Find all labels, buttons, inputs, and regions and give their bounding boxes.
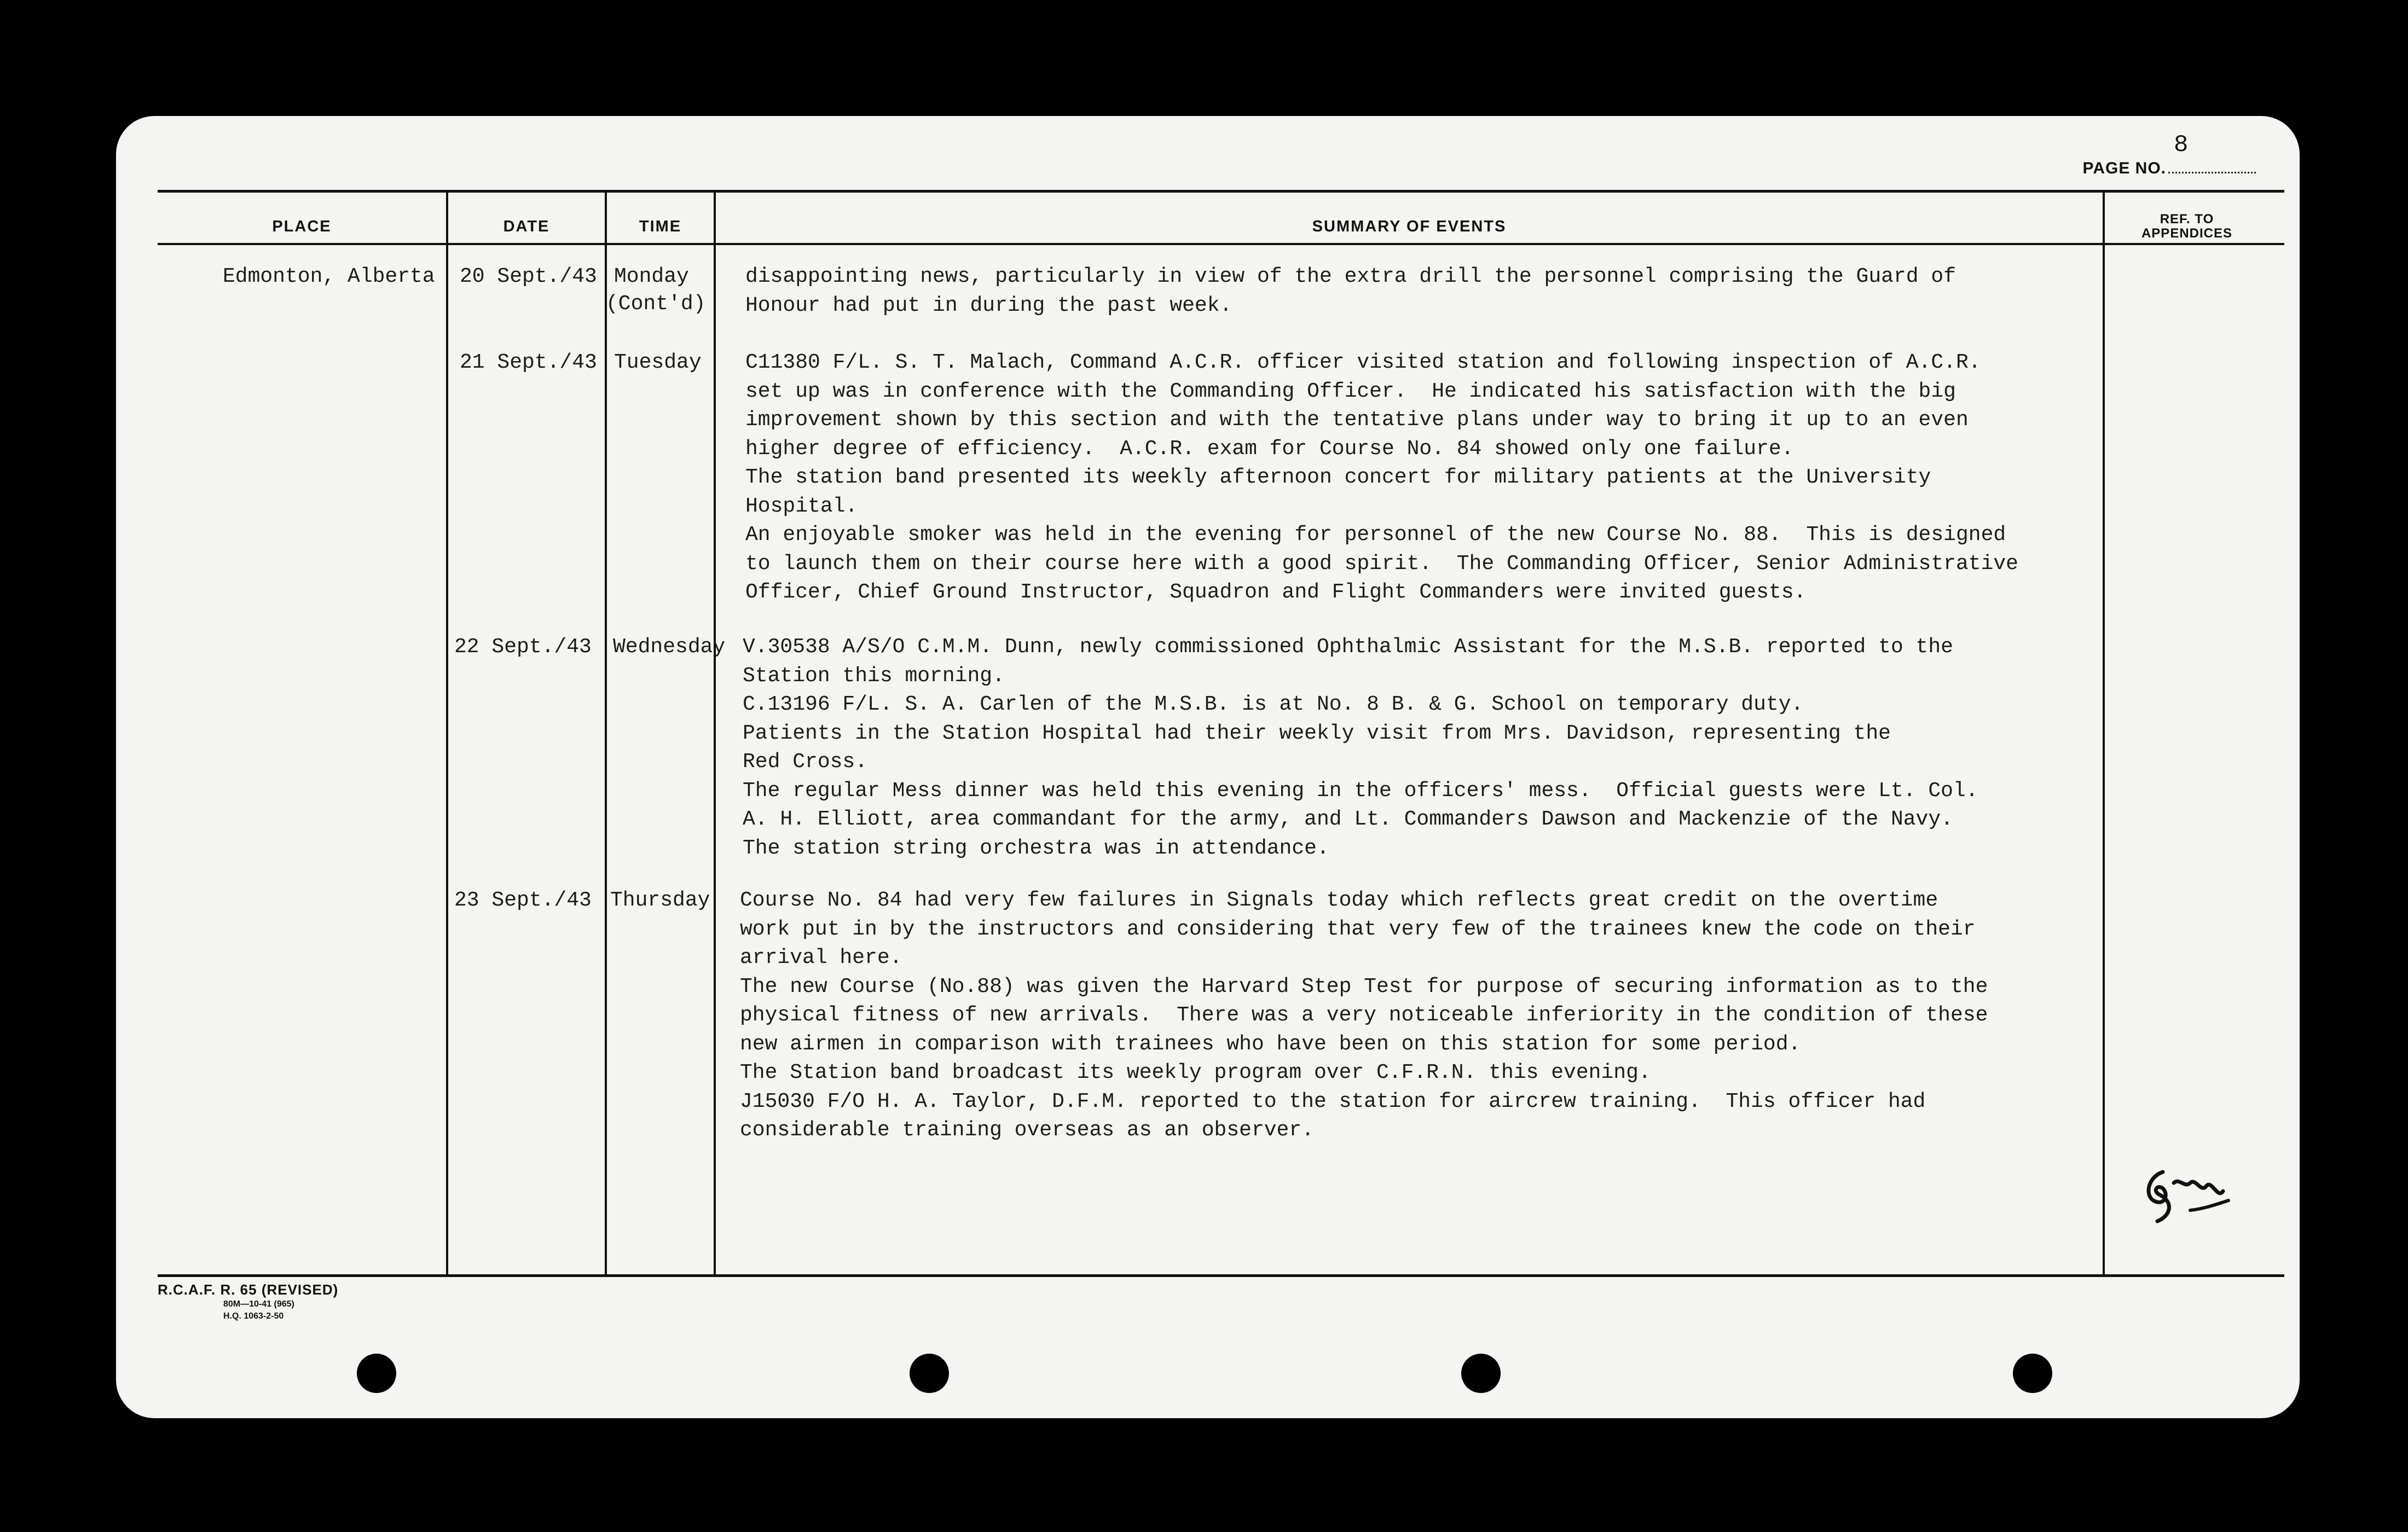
- summary-line: set up was in conference with the Commanding Officer. He indicated his satisfaction with the big: [745, 379, 1956, 403]
- summary-line: arrival here.: [740, 946, 902, 970]
- entry-time: Wednesday: [613, 635, 726, 659]
- entry-date: 20 Sept./43: [460, 265, 597, 288]
- page-number-label: PAGE NO.: [2082, 159, 2166, 177]
- summary-line: The regular Mess dinner was held this evening in the officers' mess. Official guests were Lt. Col.: [743, 779, 1978, 803]
- punch-hole: [357, 1354, 396, 1393]
- header-ref-appendices: [2105, 209, 2269, 244]
- summary-line: The new Course (No.88) was given the Harvard Step Test for purpose of securing information as to the: [740, 974, 1988, 999]
- summary-line: The Station band broadcast its weekly program over C.F.R.N. this evening.: [740, 1061, 1651, 1084]
- form-print-line: H.Q. 1063-2-50: [223, 1312, 284, 1321]
- entry-time: Tuesday: [614, 351, 702, 374]
- column-divider-time: [714, 190, 716, 1274]
- summary-line: The station band presented its weekly afternoon concert for military patients at the University: [745, 466, 1931, 489]
- summary-line: Red Cross.: [743, 750, 868, 774]
- header-place: PLACE: [272, 217, 332, 235]
- entry-time: Thursday: [610, 889, 710, 912]
- header-ref-line1: REF. TO: [2160, 212, 2214, 227]
- summary-line: Patients in the Station Hospital had their weekly visit from Mrs. Davidson, representing the: [743, 721, 1891, 745]
- entry-summary: [745, 349, 2212, 607]
- entry-date: 22 Sept./43: [454, 635, 592, 659]
- page-number: [2082, 131, 2256, 178]
- form-reference: [158, 1281, 338, 1322]
- entry-summary: [743, 633, 2209, 863]
- column-divider-place: [446, 190, 448, 1274]
- entry-time-cont: (Cont'd): [606, 292, 706, 316]
- column-divider-date: [605, 190, 607, 1274]
- summary-line: Hospital.: [745, 494, 858, 518]
- footer-rule: [158, 1274, 2284, 1277]
- summary-line: J15030 F/O H. A. Taylor, D.F.M. reported to the station for aircrew training. This officer had: [740, 1089, 1926, 1113]
- summary-line: C.13196 F/L. S. A. Carlen of the M.S.B. is at No. 8 B. & G. School on temporary duty.: [743, 693, 1804, 716]
- summary-line: The station string orchestra was in attendance.: [743, 836, 1329, 860]
- header-date: DATE: [503, 217, 550, 235]
- summary-line: work put in by the instructors and considering that very few of the trainees knew the code on their: [740, 917, 1976, 941]
- summary-line: Honour had put in during the past week.: [745, 293, 1232, 317]
- summary-line: An enjoyable smoker was held in the evening for personnel of the new Course No. 88. This is designed: [745, 523, 2006, 547]
- summary-line: disappointing news, particularly in view of the extra drill the personnel comprising the Guard of: [745, 265, 1956, 288]
- header-time: TIME: [639, 217, 682, 235]
- diary-sheet: [116, 116, 2300, 1418]
- entry-date: 23 Sept./43: [454, 889, 592, 912]
- form-code: R.C.A.F. R. 65 (REVISED): [158, 1281, 339, 1298]
- summary-line: C11380 F/L. S. T. Malach, Command A.C.R. officer visited station and following inspection of A.C.R.: [745, 351, 1981, 374]
- entry-date: 21 Sept./43: [460, 351, 597, 374]
- handwritten-initials: [2141, 1150, 2239, 1232]
- summary-line: to launch them on their course here with a good spirit. The Commanding Officer, Senior Administrative: [745, 552, 2018, 576]
- header-summary: SUMMARY OF EVENTS: [1312, 217, 1507, 235]
- punch-hole: [2013, 1354, 2052, 1393]
- header-top-rule: [158, 190, 2284, 193]
- summary-line: considerable training overseas as an observer.: [740, 1118, 1314, 1142]
- entry-place: Edmonton, Alberta: [223, 265, 435, 288]
- entry-time: Monday: [614, 265, 689, 288]
- page-number-value: 8: [2174, 131, 2189, 159]
- punch-hole: [910, 1354, 949, 1393]
- punch-hole: [1461, 1354, 1501, 1393]
- entry-summary: [740, 886, 2207, 1145]
- summary-line: physical fitness of new arrivals. There was a very noticeable inferiority in the condition of these: [740, 1003, 1988, 1027]
- summary-line: V.30538 A/S/O C.M.M. Dunn, newly commissioned Ophthalmic Assistant for the M.S.B. reported to the: [743, 635, 1953, 659]
- summary-line: Course No. 84 had very few failures in Signals today which reflects great credit on the overtime: [740, 889, 1938, 912]
- summary-line: higher degree of efficiency. A.C.R. exam for Course No. 84 showed only one failure.: [745, 437, 1794, 461]
- form-print-line: 80M—10-41 (965): [223, 1299, 294, 1309]
- entry-summary: [745, 263, 2212, 320]
- summary-line: new airmen in comparison with trainees who have been on this station for some period.: [740, 1032, 1801, 1056]
- header-ref-line2: APPENDICES: [2141, 226, 2233, 241]
- summary-line: A. H. Elliott, area commandant for the army, and Lt. Commanders Dawson and Mackenzie of the Navy.: [743, 808, 1953, 831]
- summary-line: Station this morning.: [743, 664, 1005, 688]
- summary-line: improvement shown by this section and with the tentative plans under way to bring it up to an even: [745, 408, 1969, 432]
- summary-line: Officer, Chief Ground Instructor, Squadron and Flight Commanders were invited guests.: [745, 581, 1807, 604]
